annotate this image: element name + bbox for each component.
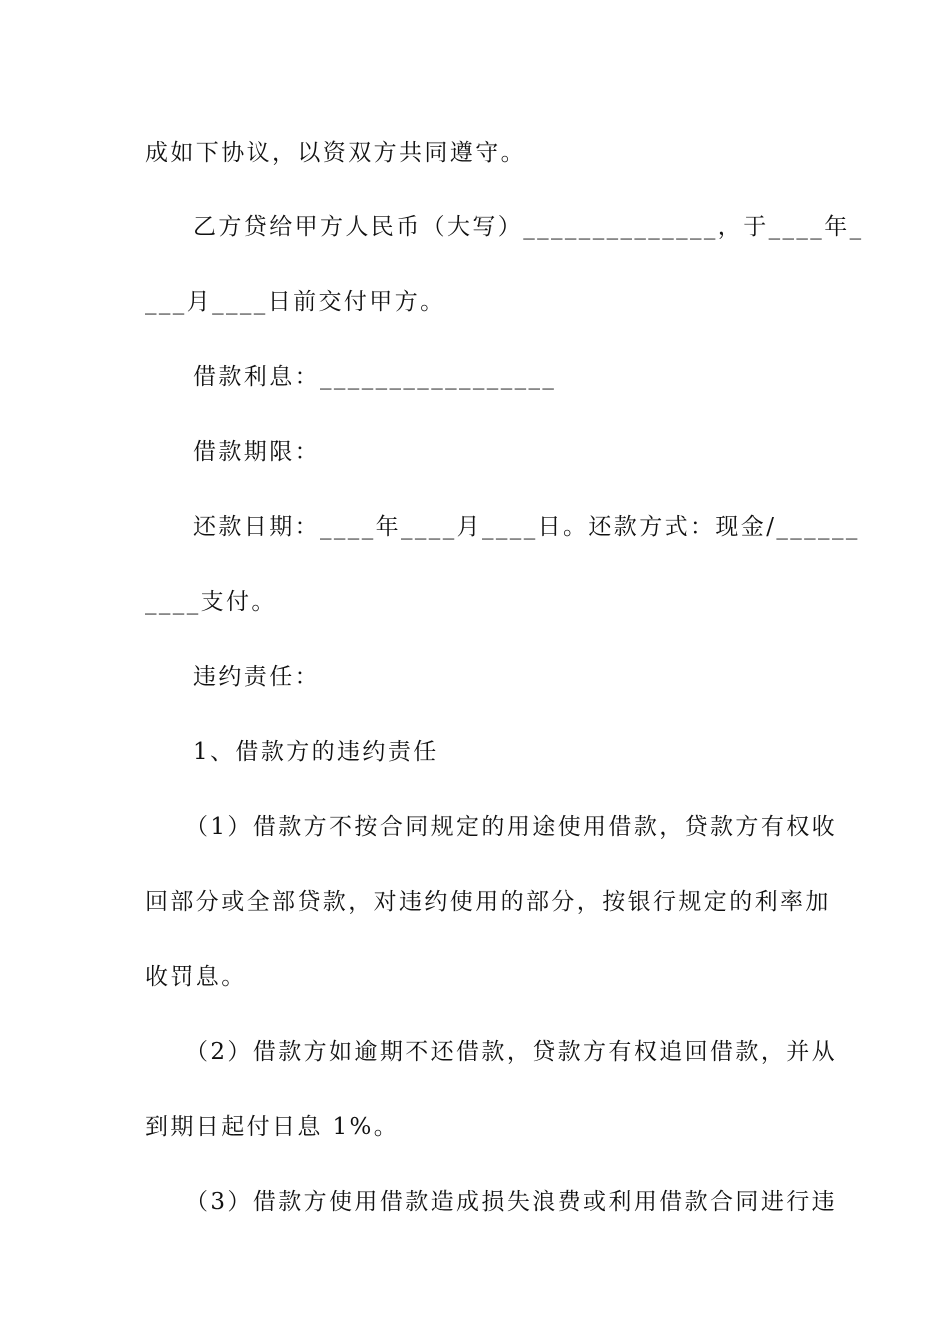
repayment-date-line2: ____支付。	[145, 589, 277, 615]
borrower-liability-heading: 1、借款方的违约责任	[193, 739, 439, 765]
clause-3-line1: （3）借款方使用借款造成损失浪费或利用借款合同进行违	[185, 1189, 838, 1215]
clause-2-line1: （2）借款方如逾期不还借款，贷款方有权追回借款，并从	[185, 1039, 838, 1065]
liability-heading: 违约责任：	[193, 664, 320, 690]
clause-2-line2: 到期日起付日息 1%。	[145, 1114, 400, 1140]
paragraph-loan-amount-line2: ___月____日前交付甲方。	[145, 289, 446, 315]
repayment-date-line1: 还款日期：____年____月____日。还款方式：现金/______	[193, 514, 860, 540]
loan-term-line: 借款期限：	[193, 439, 320, 465]
clause-1-line1: （1）借款方不按合同规定的用途使用借款，贷款方有权收	[185, 814, 838, 840]
clause-1-line3: 收罚息。	[145, 964, 247, 990]
clause-1-line2: 回部分或全部贷款，对违约使用的部分，按银行规定的利率加	[145, 889, 831, 915]
loan-interest-line: 借款利息：_________________	[193, 364, 557, 390]
paragraph-agreement-line: 成如下协议，以资双方共同遵守。	[145, 140, 526, 166]
paragraph-loan-amount-line1: 乙方贷给甲方人民币（大写）______________，于____年_	[193, 214, 864, 240]
